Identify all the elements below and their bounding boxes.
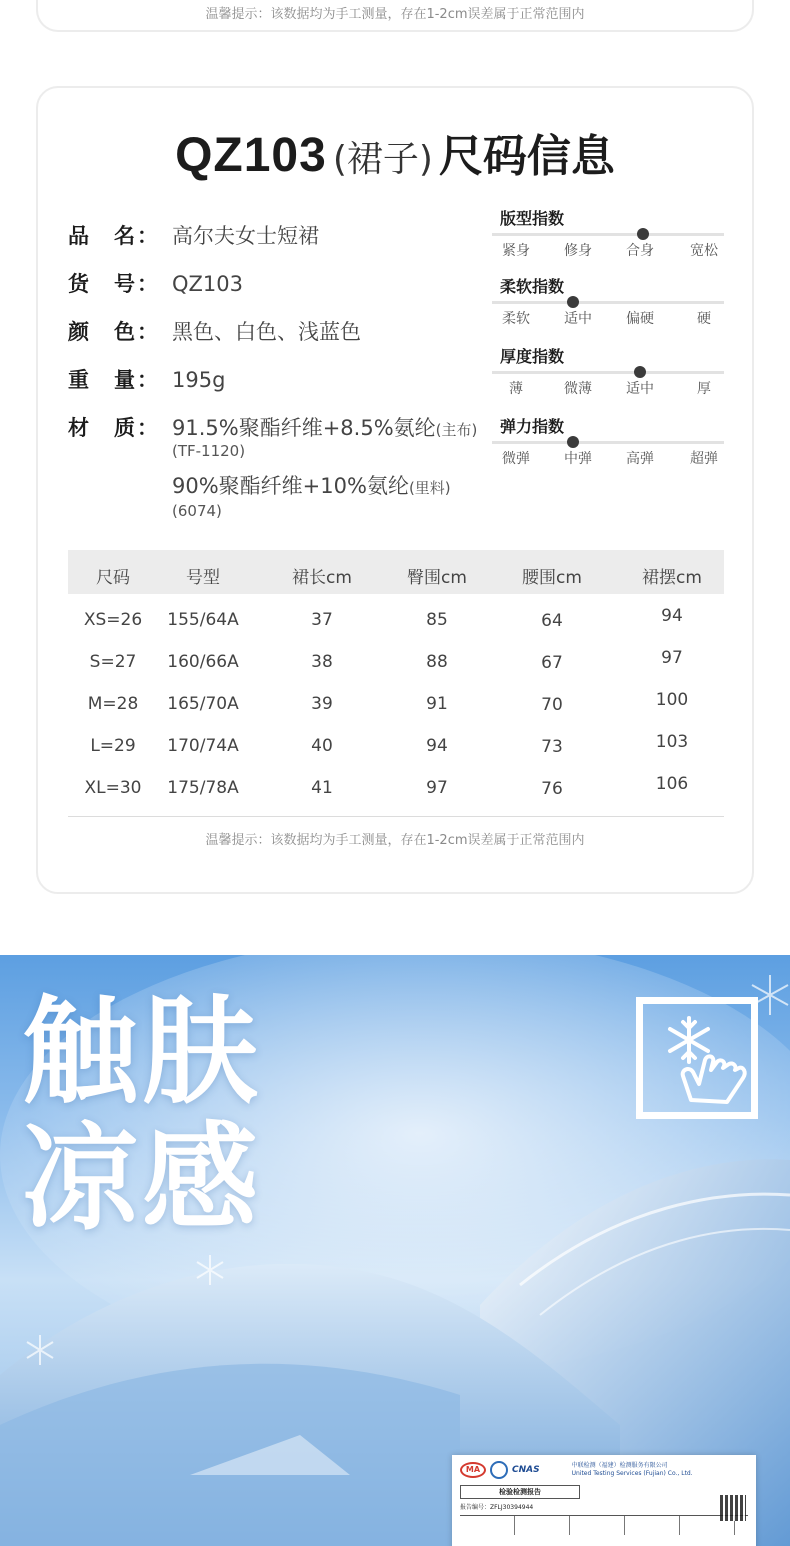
cooling-banner <box>0 955 790 1546</box>
sku-value: QZ103 <box>172 272 243 296</box>
table-cell: L=29 <box>90 736 136 756</box>
cert-company <box>572 1462 693 1478</box>
cert-company-en: United Testing Services (Fujian) Co., Ltd. <box>571 1470 693 1477</box>
table-cell: 97 <box>661 648 683 668</box>
report-number: 报告编号：ZFLJ30394944 <box>460 1504 534 1511</box>
table-cell: XL=30 <box>84 778 142 798</box>
scale-options <box>492 240 724 260</box>
title-code: QZ103 <box>175 129 327 182</box>
table-cell: 91 <box>426 694 448 714</box>
scale-option: 微薄 <box>564 381 592 397</box>
banner-title-line1: 触肤 <box>22 985 262 1120</box>
scale-name: 厚度指数 <box>500 347 565 366</box>
scale-marker <box>567 296 579 308</box>
weight-value: 195g <box>172 368 226 392</box>
table-cell: 170/74A <box>167 736 239 756</box>
material-2-code: (6074) <box>172 502 222 520</box>
measurement-tip: 温馨提示：该数据均为手工测量，存在1-2cm误差属于正常范围内 <box>205 7 585 22</box>
table-cell: 38 <box>311 652 333 672</box>
column-header: 裙长cm <box>292 568 352 588</box>
scale-marker <box>567 436 579 448</box>
scale-option: 微弹 <box>502 451 530 467</box>
table-cell: 155/64A <box>167 610 239 630</box>
scale-name: 版型指数 <box>500 209 565 228</box>
material-label: 材 质： <box>68 416 160 440</box>
qr-code-icon <box>720 1495 746 1521</box>
scale-option: 紧身 <box>502 243 530 259</box>
color-row <box>68 316 361 346</box>
material-2: 90%聚酯纤维+10%氨纶 <box>172 474 409 498</box>
table-cell: 88 <box>426 652 448 672</box>
table-cell: 41 <box>311 778 333 798</box>
scale-option: 适中 <box>626 381 654 397</box>
size-table <box>68 550 724 816</box>
table-cell: 100 <box>655 690 689 710</box>
scale-options <box>492 378 724 398</box>
scale-track <box>492 441 724 444</box>
title-main: 尺码信息 <box>438 131 615 182</box>
table-cell: 70 <box>541 695 563 715</box>
scale-name: 弹力指数 <box>500 417 565 436</box>
scale-option: 宽松 <box>690 243 718 259</box>
table-cell: M=28 <box>87 694 139 714</box>
scale-option: 中弹 <box>564 451 592 467</box>
table-cell: 94 <box>426 736 448 756</box>
scale-name: 柔软指数 <box>500 277 565 296</box>
table-cell: 67 <box>541 653 563 673</box>
scale-options <box>492 308 724 328</box>
scale-marker <box>637 228 649 240</box>
product-name-value: 高尔夫女士短裙 <box>172 224 319 248</box>
weight-label: 重 量： <box>68 368 160 392</box>
banner-title-line2: 凉感 <box>22 1111 262 1246</box>
scale-option: 柔软 <box>502 311 530 327</box>
color-label: 颜 色： <box>68 320 160 344</box>
table-header <box>68 550 724 594</box>
report-table <box>460 1515 748 1535</box>
table-cell: 37 <box>311 610 333 630</box>
material-2-row <box>172 470 451 500</box>
product-name-row <box>68 220 319 250</box>
table-cell: 94 <box>661 606 683 626</box>
scale-option: 超弹 <box>690 451 718 467</box>
column-header: 尺码 <box>96 568 130 588</box>
sku-row <box>68 268 243 298</box>
scale-option: 高弹 <box>626 451 654 467</box>
snowflake-hand-icon <box>636 997 758 1119</box>
scale-option: 薄 <box>509 381 523 397</box>
color-value: 黑色、白色、浅蓝色 <box>172 320 361 344</box>
test-report-image <box>452 1455 756 1546</box>
scale-option: 硬 <box>697 311 711 327</box>
weight-row <box>68 364 225 394</box>
scale-option: 合身 <box>626 243 654 259</box>
table-cell: 160/66A <box>167 652 239 672</box>
scale-option: 偏硬 <box>626 311 654 327</box>
scale-track <box>492 233 724 236</box>
table-cell: S=27 <box>89 652 137 672</box>
column-header: 臀围cm <box>407 568 467 588</box>
table-divider <box>68 816 724 817</box>
size-info-card <box>36 86 754 894</box>
cert-company-cn: 中联检测（福建）检测服务有限公司 <box>571 1462 668 1469</box>
material-1-code: (TF-1120) <box>172 442 246 460</box>
table-cell: 165/70A <box>167 694 239 714</box>
product-name-label: 品 名： <box>68 224 160 248</box>
material-1: 91.5%聚酯纤维+8.5%氨纶 <box>172 416 436 440</box>
table-cell: 40 <box>311 736 333 756</box>
scale-option: 适中 <box>564 311 592 327</box>
column-header: 腰围cm <box>522 568 582 588</box>
scale-track <box>492 301 724 304</box>
table-cell: 39 <box>311 694 333 714</box>
material-row <box>68 412 477 442</box>
sku-label: 货 号： <box>68 272 160 296</box>
table-cell: 106 <box>655 774 689 794</box>
scale-option: 修身 <box>564 243 592 259</box>
material-1-note: (主布) <box>435 421 478 439</box>
report-title: 检验检测报告 <box>460 1485 580 1499</box>
size-info-title <box>38 120 752 184</box>
cnas-logo: CNAS <box>512 1465 540 1475</box>
material-2-note: (里料) <box>408 479 451 497</box>
table-body <box>68 594 724 816</box>
measurement-tip-bottom: 温馨提示：该数据均为手工测量，存在1-2cm误差属于正常范围内 <box>205 833 585 848</box>
cert-logos <box>460 1461 748 1479</box>
scale-option: 厚 <box>697 381 711 397</box>
column-header: 裙摆cm <box>642 568 702 588</box>
table-cell: 76 <box>541 779 563 799</box>
title-paren: (裙子) <box>332 139 433 180</box>
ma-logo: MA <box>460 1462 486 1478</box>
table-cell: 73 <box>541 737 563 757</box>
previous-size-card <box>36 0 754 32</box>
column-header: 号型 <box>186 568 220 588</box>
table-cell: 103 <box>655 732 689 752</box>
table-cell: 97 <box>426 778 448 798</box>
scale-options <box>492 448 724 468</box>
scale-track <box>492 371 724 374</box>
table-cell: 175/78A <box>167 778 239 798</box>
table-cell: XS=26 <box>83 610 143 630</box>
table-cell: 85 <box>426 610 448 630</box>
scale-marker <box>634 366 646 378</box>
ilac-logo-icon <box>490 1461 508 1479</box>
table-cell: 64 <box>541 611 563 631</box>
